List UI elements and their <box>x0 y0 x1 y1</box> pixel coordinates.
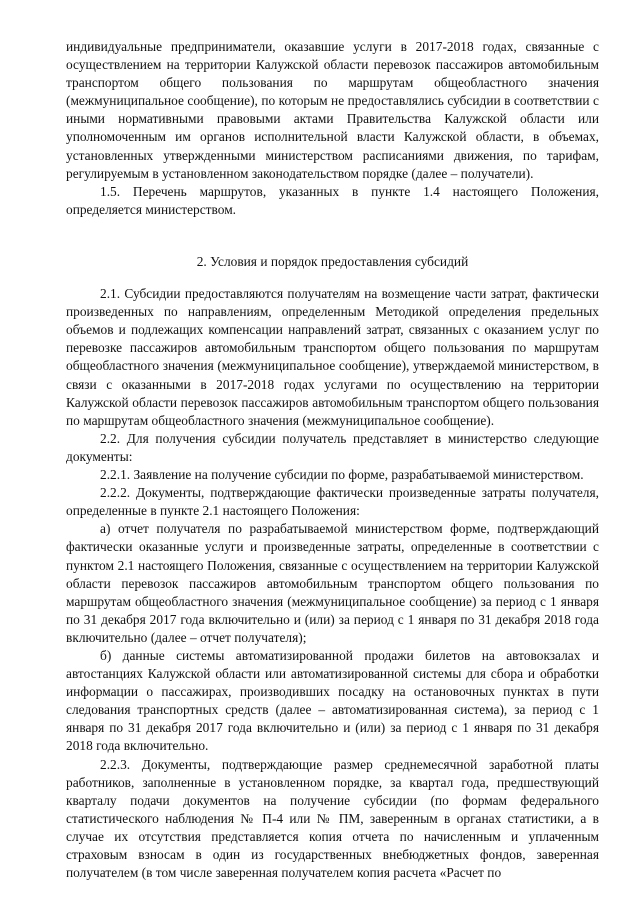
paragraph-recipients: индивидуальные предприниматели, оказавшие услуги в 2017-2018 годах, связанные с осуществлением на территории Калужской области перевозок пассажиров автомобильным транспортом общего пользования по маршрутам общеобластного значения (межмуниципальное сообщение), по которым не предоставлялись субсидии в соответствии с иными нормативными правовыми актами Правительства Калужской области или уполномоченным им органов исполнительной власти Калужской области, в объемах, установленных утвержденными министерством расписаниями движения, по тарифам, регулируемым в установленном законодательством порядке (далее – получатели). <box>66 39 599 181</box>
paragraph-2-2-2: 2.2.2. Документы, подтверждающие фактически произведенные затраты получателя, определенные в пункте 2.1 настоящего Положения: <box>66 485 599 519</box>
section-title: 2. Условия и порядок предоставления субсидий <box>196 254 469 269</box>
paragraph-b: б) данные системы автоматизированной продажи билетов на автовокзалах и автостанциях Калужской области или автоматизированной системы для сбора и обработки информации о пассажирах, производивших посадку на остановочных пунктах в пути следования транспортных средств (далее – автоматизированная система), за период с 1 января по 31 декабря 2017 года включительно и (или) за период с 1 января по 31 декабря 2018 года включительно. <box>66 647 599 754</box>
document-body-top <box>66 38 599 219</box>
paragraph-1-5: 1.5. Перечень маршрутов, указанных в пункте 1.4 настоящего Положения, определяется министерством. <box>66 183 599 217</box>
paragraph-2-1: 2.1. Субсидии предоставляются получателям на возмещение части затрат, фактически произведенных по направлениям, определенным Методикой определения предельных объемов и подлежащих компенсации направлений затрат, связанных с оказанием услуг по перевозке пассажиров автомобильным транспортом общего пользования по маршрутам общеобластного значения (межмуниципальное сообщение), утверждаемой министерством, в связи с оказанными в 2017-2018 годах услугами по осуществлению на территории Калужской области перевозок пассажиров автомобильным транспортом общего пользования по маршрутам общеобластного значения (межмуниципальное сообщение). <box>66 286 599 428</box>
paragraph-a: а) отчет получателя по разрабатываемой министерством форме, подтверждающий фактически оказанные услуги и произведенные затраты, определенные в соответствии с пунктом 2.1 настоящего Положения, связанные с осуществлением на территории Калужской области перевозок пассажиров автомобильным транспортом общего пользования по маршрутам общеобластного значения (межмуниципальное сообщение) за период с 1 января по 31 декабря 2017 года включительно и (или) за период с 1 января по 31 декабря 2018 года включительно (далее – отчет получателя); <box>66 521 599 645</box>
paragraph-2-2-1: 2.2.1. Заявление на получение субсидии по форме, разрабатываемой министерством. <box>100 467 584 483</box>
document-body-section-2 <box>66 240 599 882</box>
paragraph-2-2: 2.2. Для получения субсидии получатель представляет в министерство следующие документы: <box>66 430 599 464</box>
paragraph-2-2-3: 2.2.3. Документы, подтверждающие размер среднемесячной заработной платы работников, заполненные в установленном порядке, за квартал года, предшествующий кварталу подачи документов на получение субсидии (по формам федерального статистического наблюдения № П-4 или № ПМ, заверенным в органах статистики, а в случае их отсутствия представляется копия отчета по начисленным и уплаченным страховым взносам в один из государственных внебюджетных фондов, заверенная получателем (в том числе заверенная получателем копия расчета «Расчет по <box>66 756 599 881</box>
